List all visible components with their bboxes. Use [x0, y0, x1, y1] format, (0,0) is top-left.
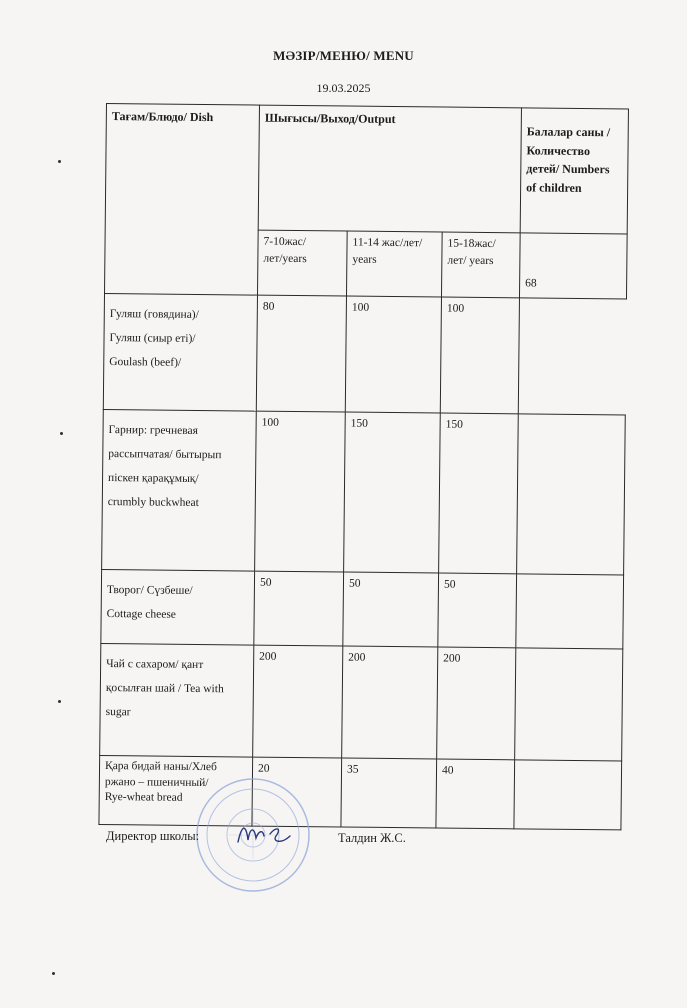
- children-count: 68: [519, 233, 627, 299]
- dish-name-line: қосылған шай / Tea with: [105, 682, 224, 696]
- children-cell-empty: [516, 574, 624, 649]
- dish-name-line: ржано – пшеничный/: [104, 775, 209, 789]
- header-children: Балалар саны /Количество детей/ Numbers of children: [520, 108, 628, 234]
- dish-name-line: Творог/ Сүзбеше/: [106, 584, 193, 597]
- table-row: [100, 643, 623, 760]
- director-name: Талдин Ж.С.: [338, 831, 406, 845]
- output-value-age-2: 150: [344, 412, 441, 573]
- output-value-age-2: 200: [342, 646, 438, 759]
- output-value-age-1: 200: [253, 645, 343, 758]
- output-value-age-2: 50: [343, 572, 439, 647]
- output-value-age-1: 80: [256, 295, 346, 412]
- age-group-15-18: 15-18жас/лет/ years: [441, 232, 520, 298]
- dish-name-line: sugar: [105, 706, 131, 719]
- page-title: МӘЗІР/МЕНЮ/ MENU: [273, 48, 414, 63]
- scan-dot: [60, 432, 63, 435]
- scan-dot: [58, 700, 61, 703]
- dish-name-line: Чай с сахаром/ қант: [106, 658, 204, 672]
- output-value-age-2: 100: [345, 296, 441, 413]
- output-value-age-3: 200: [437, 647, 516, 760]
- scan-dot: [52, 972, 55, 975]
- table-row: [99, 755, 622, 829]
- dish-name-line: Гуляш (говядина)/: [109, 308, 199, 321]
- output-value-age-1: 50: [254, 571, 344, 646]
- table-row: [101, 569, 624, 648]
- output-value-age-1: 20: [252, 757, 342, 827]
- dish-name-line: Қара бидай наны/Хлеб: [104, 760, 217, 774]
- dish-name-line: Гарнир: гречневая: [108, 424, 198, 437]
- output-value-age-1: 100: [255, 411, 346, 572]
- children-cell-empty: [514, 760, 622, 830]
- output-value-age-3: 100: [440, 297, 519, 414]
- signature-icon: [232, 814, 302, 854]
- age-group-11-14: 11-14 жас/лет/ years: [346, 231, 442, 297]
- children-cell-empty: [515, 648, 623, 761]
- dish-name-line: рассыпчатая/ бытырып: [108, 448, 222, 462]
- output-value-age-2: 35: [341, 758, 437, 828]
- dish-name-line: Goulash (beef)/: [109, 356, 182, 370]
- table-row: [103, 293, 626, 414]
- table-row: [102, 409, 626, 574]
- dish-name: [102, 409, 257, 571]
- output-value-age-3: 40: [436, 759, 515, 829]
- header-output: Шығысы/Выход/Output: [258, 105, 521, 233]
- scan-dot: [58, 160, 61, 163]
- dish-name-line: Cottage cheese: [106, 608, 177, 621]
- menu-date: 19.03.2025: [316, 81, 371, 95]
- header-dish: Тағам/Блюдо/ Dish: [105, 104, 260, 296]
- output-value-age-3: 150: [439, 413, 519, 574]
- dish-name: [100, 643, 254, 757]
- dish-name: [103, 293, 257, 411]
- menu-table: [98, 103, 629, 830]
- dish-name-line: crumbly buckwheat: [107, 496, 199, 510]
- dish-name-line: Гуляш (сиыр еті)/: [109, 332, 196, 346]
- dish-name: [101, 569, 255, 645]
- output-value-age-3: 50: [438, 573, 517, 648]
- director-label: Директор школы:: [106, 829, 200, 843]
- age-group-7-10: 7-10жас/лет/years: [257, 230, 347, 296]
- table-header-row: [105, 104, 628, 234]
- dish-name-line: піскен қарақұмық/: [108, 472, 199, 486]
- dish-name-line: Rye-wheat bread: [104, 791, 183, 804]
- children-cell-empty: [517, 414, 626, 575]
